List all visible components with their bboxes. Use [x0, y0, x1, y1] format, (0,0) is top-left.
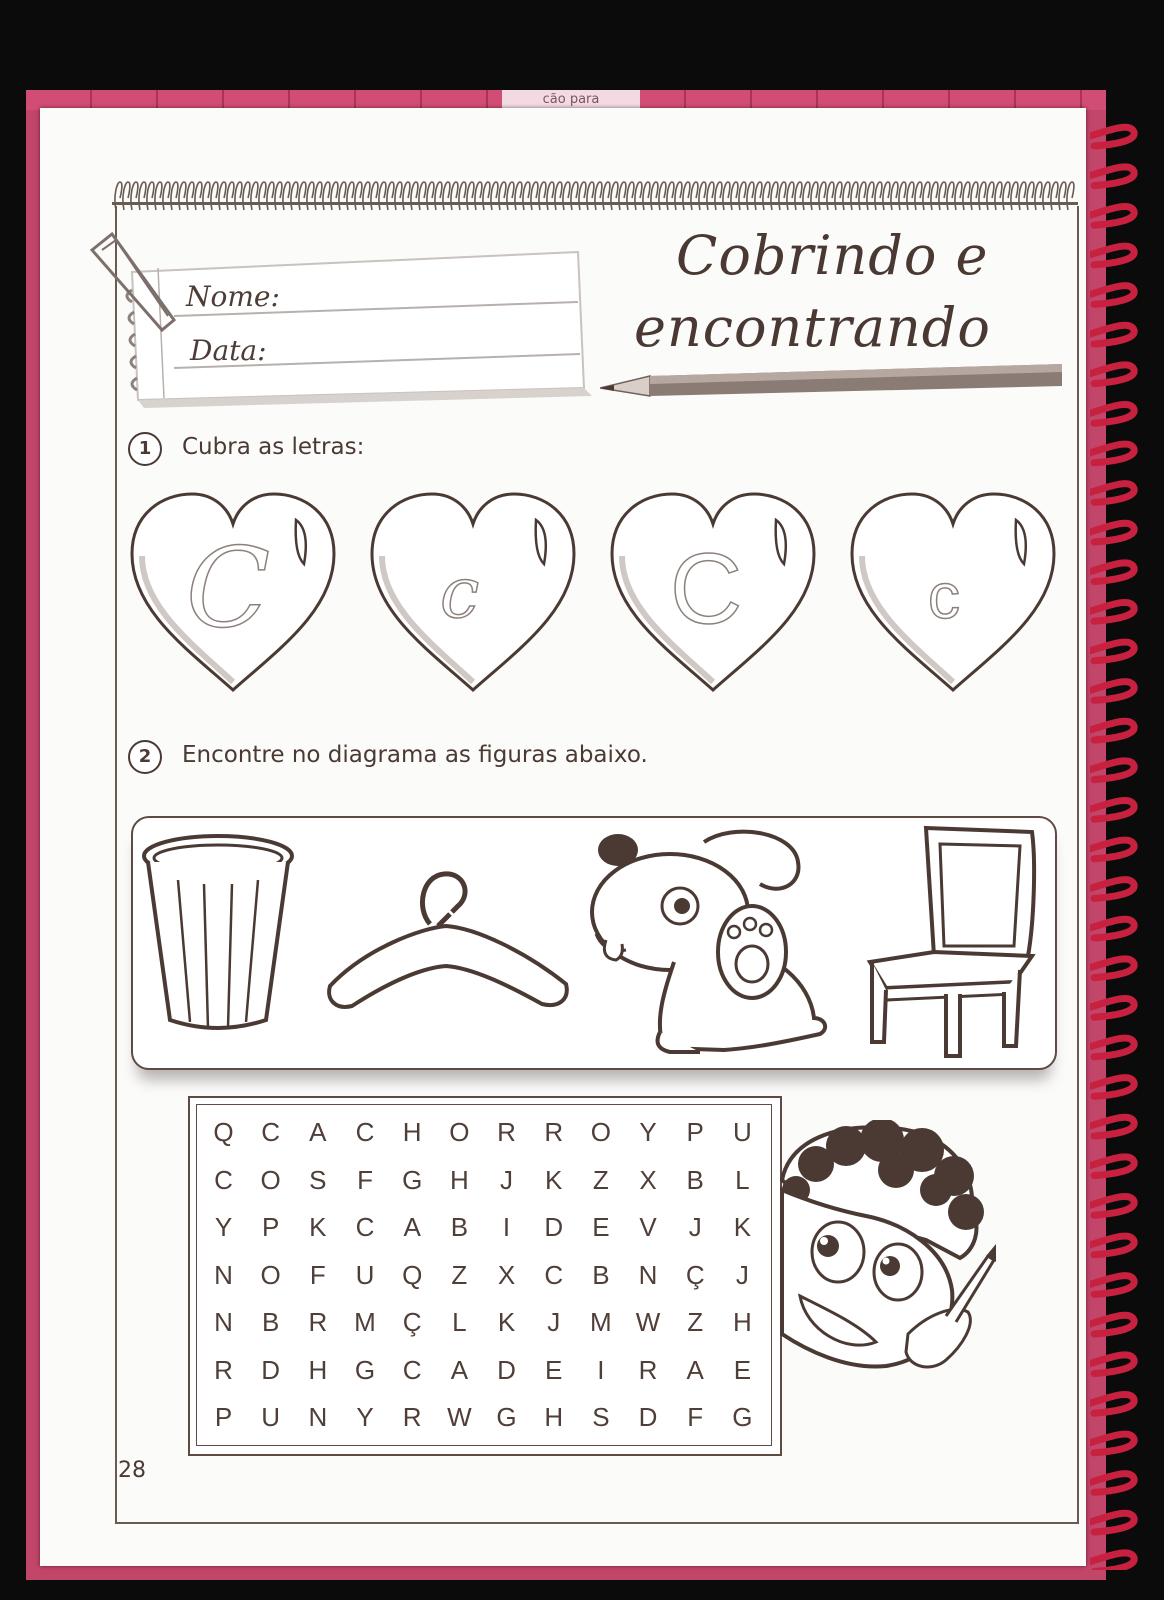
word-search-cell[interactable]: P [262, 1212, 280, 1242]
word-search-cell[interactable]: G [732, 1402, 753, 1432]
word-search-cell[interactable]: H [544, 1402, 564, 1432]
word-search-cell[interactable]: K [733, 1212, 752, 1242]
question-1-number: 1 [128, 432, 162, 466]
word-search-cell[interactable]: Y [214, 1212, 233, 1242]
date-label: Data: [190, 334, 267, 367]
word-search-cell[interactable]: N [214, 1307, 233, 1337]
word-search-cell[interactable]: C [355, 1117, 375, 1147]
word-search-cell[interactable]: W [447, 1402, 472, 1432]
word-search-cell[interactable]: A [450, 1354, 469, 1385]
word-search-cell[interactable]: X [639, 1164, 657, 1195]
question-2-text: Encontre no diagrama as figuras abaixo. [182, 742, 648, 768]
word-search-cell[interactable]: I [597, 1354, 605, 1385]
word-search-cell[interactable]: F [687, 1402, 704, 1432]
heart-letter-2: c [440, 552, 480, 634]
word-search-cell[interactable]: D [497, 1354, 516, 1385]
word-search-cell[interactable]: N [638, 1259, 658, 1290]
word-search-cell[interactable]: F [309, 1259, 326, 1290]
boy-illustration-icon [776, 1120, 1000, 1410]
question-1-text: Cubra as letras: [182, 434, 365, 460]
word-search-cell[interactable]: D [261, 1354, 281, 1385]
pencil-icon [600, 360, 1066, 400]
word-search-cell[interactable]: Ç [402, 1307, 422, 1337]
word-search-cell[interactable]: I [502, 1212, 511, 1242]
word-search-cell[interactable]: Ç [685, 1259, 705, 1290]
word-search-cell[interactable]: S [592, 1402, 610, 1432]
word-search-cell[interactable]: H [402, 1117, 422, 1147]
word-search-cell[interactable]: G [496, 1402, 517, 1432]
word-search-cell[interactable]: R [497, 1117, 516, 1147]
word-search-row [200, 1207, 766, 1247]
word-search-cell[interactable]: V [639, 1212, 657, 1242]
word-search-cell[interactable]: C [544, 1259, 564, 1290]
word-search-cell[interactable]: S [309, 1164, 327, 1195]
word-search-cell[interactable]: Z [687, 1307, 704, 1337]
word-search-cell[interactable]: F [357, 1164, 373, 1195]
word-search-cell[interactable]: W [635, 1307, 661, 1337]
word-search-row [200, 1160, 766, 1200]
word-search-cell[interactable]: B [450, 1212, 469, 1242]
word-search-cell[interactable]: R [638, 1354, 658, 1385]
bucket-icon [138, 830, 298, 1036]
word-search-row [200, 1302, 766, 1342]
word-search-row [200, 1397, 766, 1437]
word-search-cell[interactable]: Z [451, 1259, 468, 1290]
word-search-cell[interactable]: Z [592, 1164, 609, 1195]
page-title-line2: encontrando [634, 296, 991, 359]
word-search-cell[interactable]: H [733, 1307, 752, 1337]
word-search-cell[interactable]: G [402, 1164, 423, 1195]
chair-icon [864, 822, 1044, 1062]
word-search-cell[interactable]: K [497, 1307, 516, 1337]
heart-tracing-4[interactable] [848, 490, 1058, 700]
word-search-cell[interactable]: M [590, 1307, 612, 1337]
word-search-cell[interactable]: U [261, 1402, 281, 1432]
word-search-cell[interactable]: E [733, 1354, 752, 1385]
index-tab-label: cão para [502, 90, 640, 110]
word-search-cell[interactable]: A [309, 1117, 327, 1147]
word-search-cell[interactable]: C [261, 1117, 281, 1147]
word-search-cell[interactable]: B [262, 1307, 280, 1337]
name-label: Nome: [186, 280, 280, 313]
word-search-row [200, 1112, 766, 1152]
word-search-cell[interactable]: B [686, 1164, 704, 1195]
notebook-spiral-icon [112, 176, 1078, 218]
heart-letter-4: c [928, 560, 960, 632]
word-search-cell[interactable]: R [308, 1307, 328, 1337]
word-search-cell[interactable]: A [403, 1212, 421, 1242]
word-search-cell[interactable]: H [449, 1164, 469, 1195]
heart-tracing-2[interactable] [368, 490, 578, 700]
page-title-line1: Cobrindo e [676, 224, 989, 287]
word-search-cell[interactable]: P [686, 1117, 704, 1147]
heart-letter-1: C [186, 524, 271, 652]
word-search-cell[interactable]: E [545, 1354, 563, 1385]
binding-rings-icon [1090, 110, 1164, 1570]
word-search-cell[interactable]: B [592, 1259, 610, 1290]
word-search-cell[interactable]: Y [356, 1402, 374, 1432]
heart-tracing-1[interactable] [128, 490, 338, 700]
word-search-cell[interactable]: X [497, 1259, 516, 1290]
name-field[interactable] [320, 305, 600, 327]
word-search-cell[interactable]: L [735, 1164, 750, 1195]
word-search-cell[interactable]: C [402, 1354, 422, 1385]
word-search-cell[interactable]: J [688, 1212, 702, 1242]
word-search-cell[interactable]: K [309, 1212, 327, 1242]
word-search-cell[interactable]: Q [402, 1259, 423, 1290]
date-field[interactable] [314, 357, 594, 379]
heart-letter-3: C [670, 533, 743, 645]
word-search-cell[interactable]: J [547, 1307, 561, 1337]
word-search-cell[interactable]: H [308, 1354, 328, 1385]
word-search-row [200, 1255, 766, 1295]
word-search-cell[interactable]: Q [213, 1117, 234, 1147]
word-search-cell[interactable]: R [544, 1117, 564, 1147]
word-search-cell[interactable]: P [214, 1402, 233, 1432]
word-search-cell[interactable]: O [590, 1117, 611, 1147]
word-search-cell[interactable]: C [214, 1164, 233, 1195]
word-search-cell[interactable]: E [592, 1212, 610, 1242]
hanger-icon [326, 868, 570, 1018]
word-search-row [200, 1350, 766, 1390]
word-search-cell[interactable]: D [638, 1402, 658, 1432]
word-search-cell[interactable]: O [449, 1117, 470, 1147]
word-search-cell[interactable]: O [260, 1259, 281, 1290]
word-search-cell[interactable]: A [686, 1354, 704, 1385]
word-search-cell[interactable]: R [402, 1402, 422, 1432]
word-search-cell[interactable]: N [214, 1259, 233, 1290]
word-search-cell[interactable]: C [355, 1212, 375, 1242]
word-search-cell[interactable]: M [354, 1307, 376, 1337]
word-search-cell[interactable]: Y [639, 1117, 657, 1147]
word-search-cell[interactable]: U [733, 1117, 752, 1147]
word-search-cell[interactable]: O [260, 1164, 281, 1195]
page-number: 28 [118, 1458, 146, 1483]
word-search-cell[interactable]: D [544, 1212, 564, 1242]
heart-tracing-3[interactable] [608, 490, 818, 700]
word-search-cell[interactable]: G [354, 1354, 376, 1385]
dog-icon [584, 822, 834, 1062]
word-search-cell[interactable]: U [355, 1259, 375, 1290]
word-search-cell[interactable]: K [545, 1164, 563, 1195]
word-search-cell[interactable]: N [308, 1402, 328, 1432]
word-search-cell[interactable]: J [500, 1164, 514, 1195]
word-search-cell[interactable]: L [452, 1307, 467, 1337]
question-2-number: 2 [128, 740, 162, 774]
word-search-cell[interactable]: R [214, 1354, 233, 1385]
word-search-cell[interactable]: J [735, 1259, 749, 1290]
